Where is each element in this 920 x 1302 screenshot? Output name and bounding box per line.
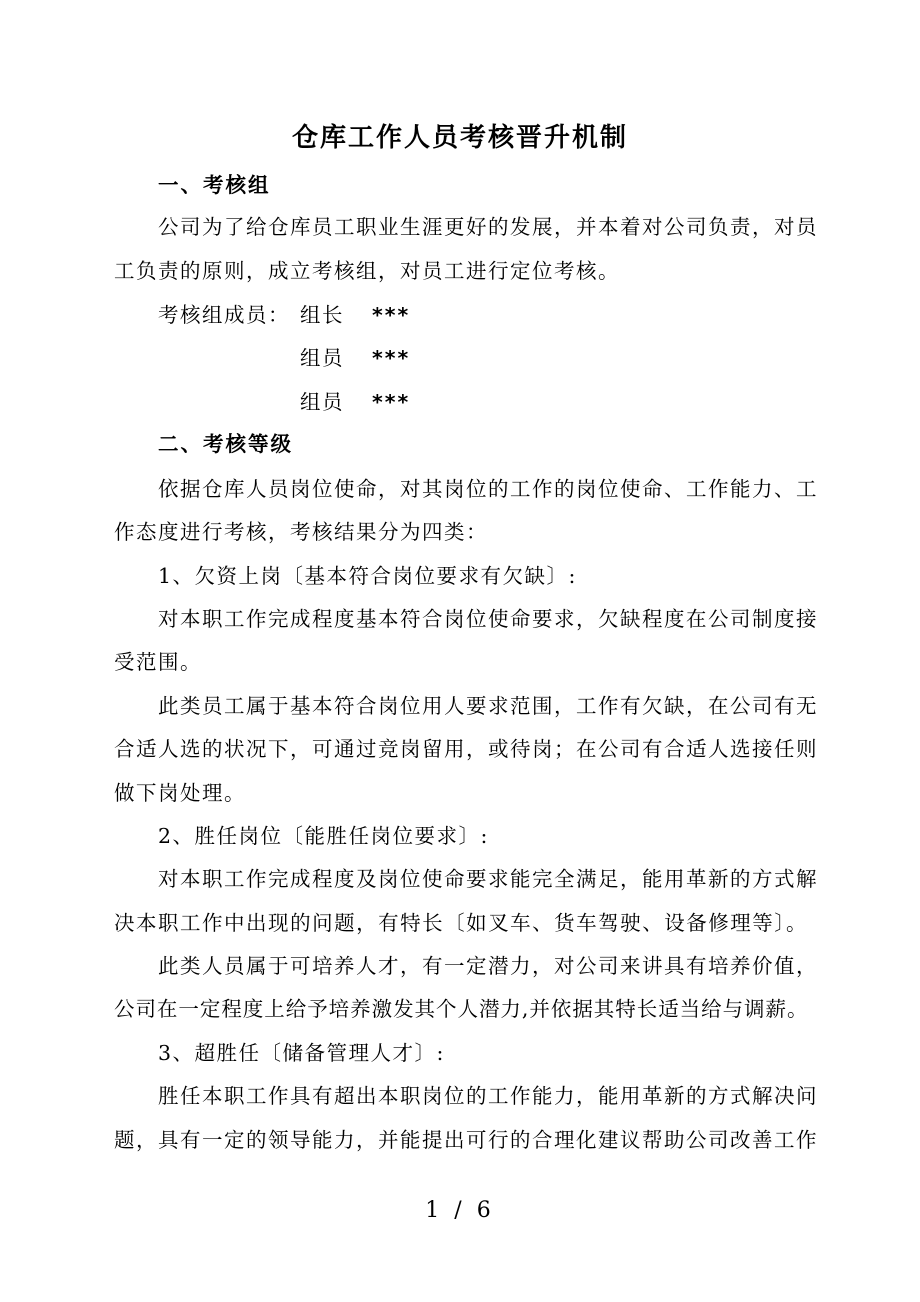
member-name: ***	[372, 303, 411, 327]
paragraph-line: 对本职工作完成程度基本符合岗位使命要求，欠缺程度在公司制度接	[158, 607, 818, 631]
paragraph-line: 公司为了给仓库员工职业生涯更好的发展，并本着对公司负责，对员	[158, 215, 818, 239]
level-heading-1: 1、欠资上岗〔基本符合岗位要求有欠缺〕:	[158, 564, 577, 588]
paragraph-line: 决本职工作中出现的问题，有特长〔如叉车、货车驾驶、设备修理等〕。	[114, 911, 808, 935]
paragraph-line: 此类员工属于基本符合岗位用人要求范围，工作有欠缺，在公司有无	[158, 694, 818, 718]
paragraph-line: 受范围。	[114, 650, 202, 674]
level-heading-2: 2、胜任岗位〔能胜任岗位要求〕:	[158, 824, 489, 848]
member-role: 组长	[300, 303, 344, 327]
paragraph-line: 公司在一定程度上给予培养激发其个人潜力,并依据其特长适当给与调薪。	[114, 997, 808, 1021]
section-heading-2: 二、考核等级	[158, 432, 293, 456]
document-title: 仓库工作人员考核晋升机制	[291, 123, 628, 153]
member-role: 组员	[300, 390, 344, 414]
paragraph-line: 做下岗处理。	[114, 781, 246, 805]
paragraph-line: 此类人员属于可培养人才，有一定潜力，对公司来讲具有培养价值，	[158, 954, 818, 978]
members-label: 考核组成员：	[158, 303, 290, 327]
paragraph-line: 作态度进行考核，考核结果分为四类：	[114, 520, 488, 544]
paragraph-line: 胜任本职工作具有超出本职岗位的工作能力，能用革新的方式解决问	[158, 1084, 818, 1108]
level-heading-3: 3、超胜任〔储备管理人才〕:	[158, 1041, 445, 1065]
member-role: 组员	[300, 346, 344, 370]
page-number: 1 / 6	[425, 1198, 495, 1223]
paragraph-line: 依据仓库人员岗位使命，对其岗位的工作的岗位使命、工作能力、工	[158, 477, 818, 501]
member-name: ***	[372, 390, 411, 414]
paragraph-line: 题，具有一定的领导能力，并能提出可行的合理化建议帮助公司改善工作	[114, 1128, 818, 1152]
member-name: ***	[372, 346, 411, 370]
paragraph-line: 对本职工作完成程度及岗位使命要求能完全满足，能用革新的方式解	[158, 867, 818, 891]
paragraph-line: 工负责的原则，成立考核组，对员工进行定位考核。	[114, 259, 620, 283]
section-heading-1: 一、考核组	[158, 173, 271, 197]
paragraph-line: 合适人选的状况下，可通过竞岗留用，或待岗；在公司有合适人选接任则	[114, 737, 818, 761]
